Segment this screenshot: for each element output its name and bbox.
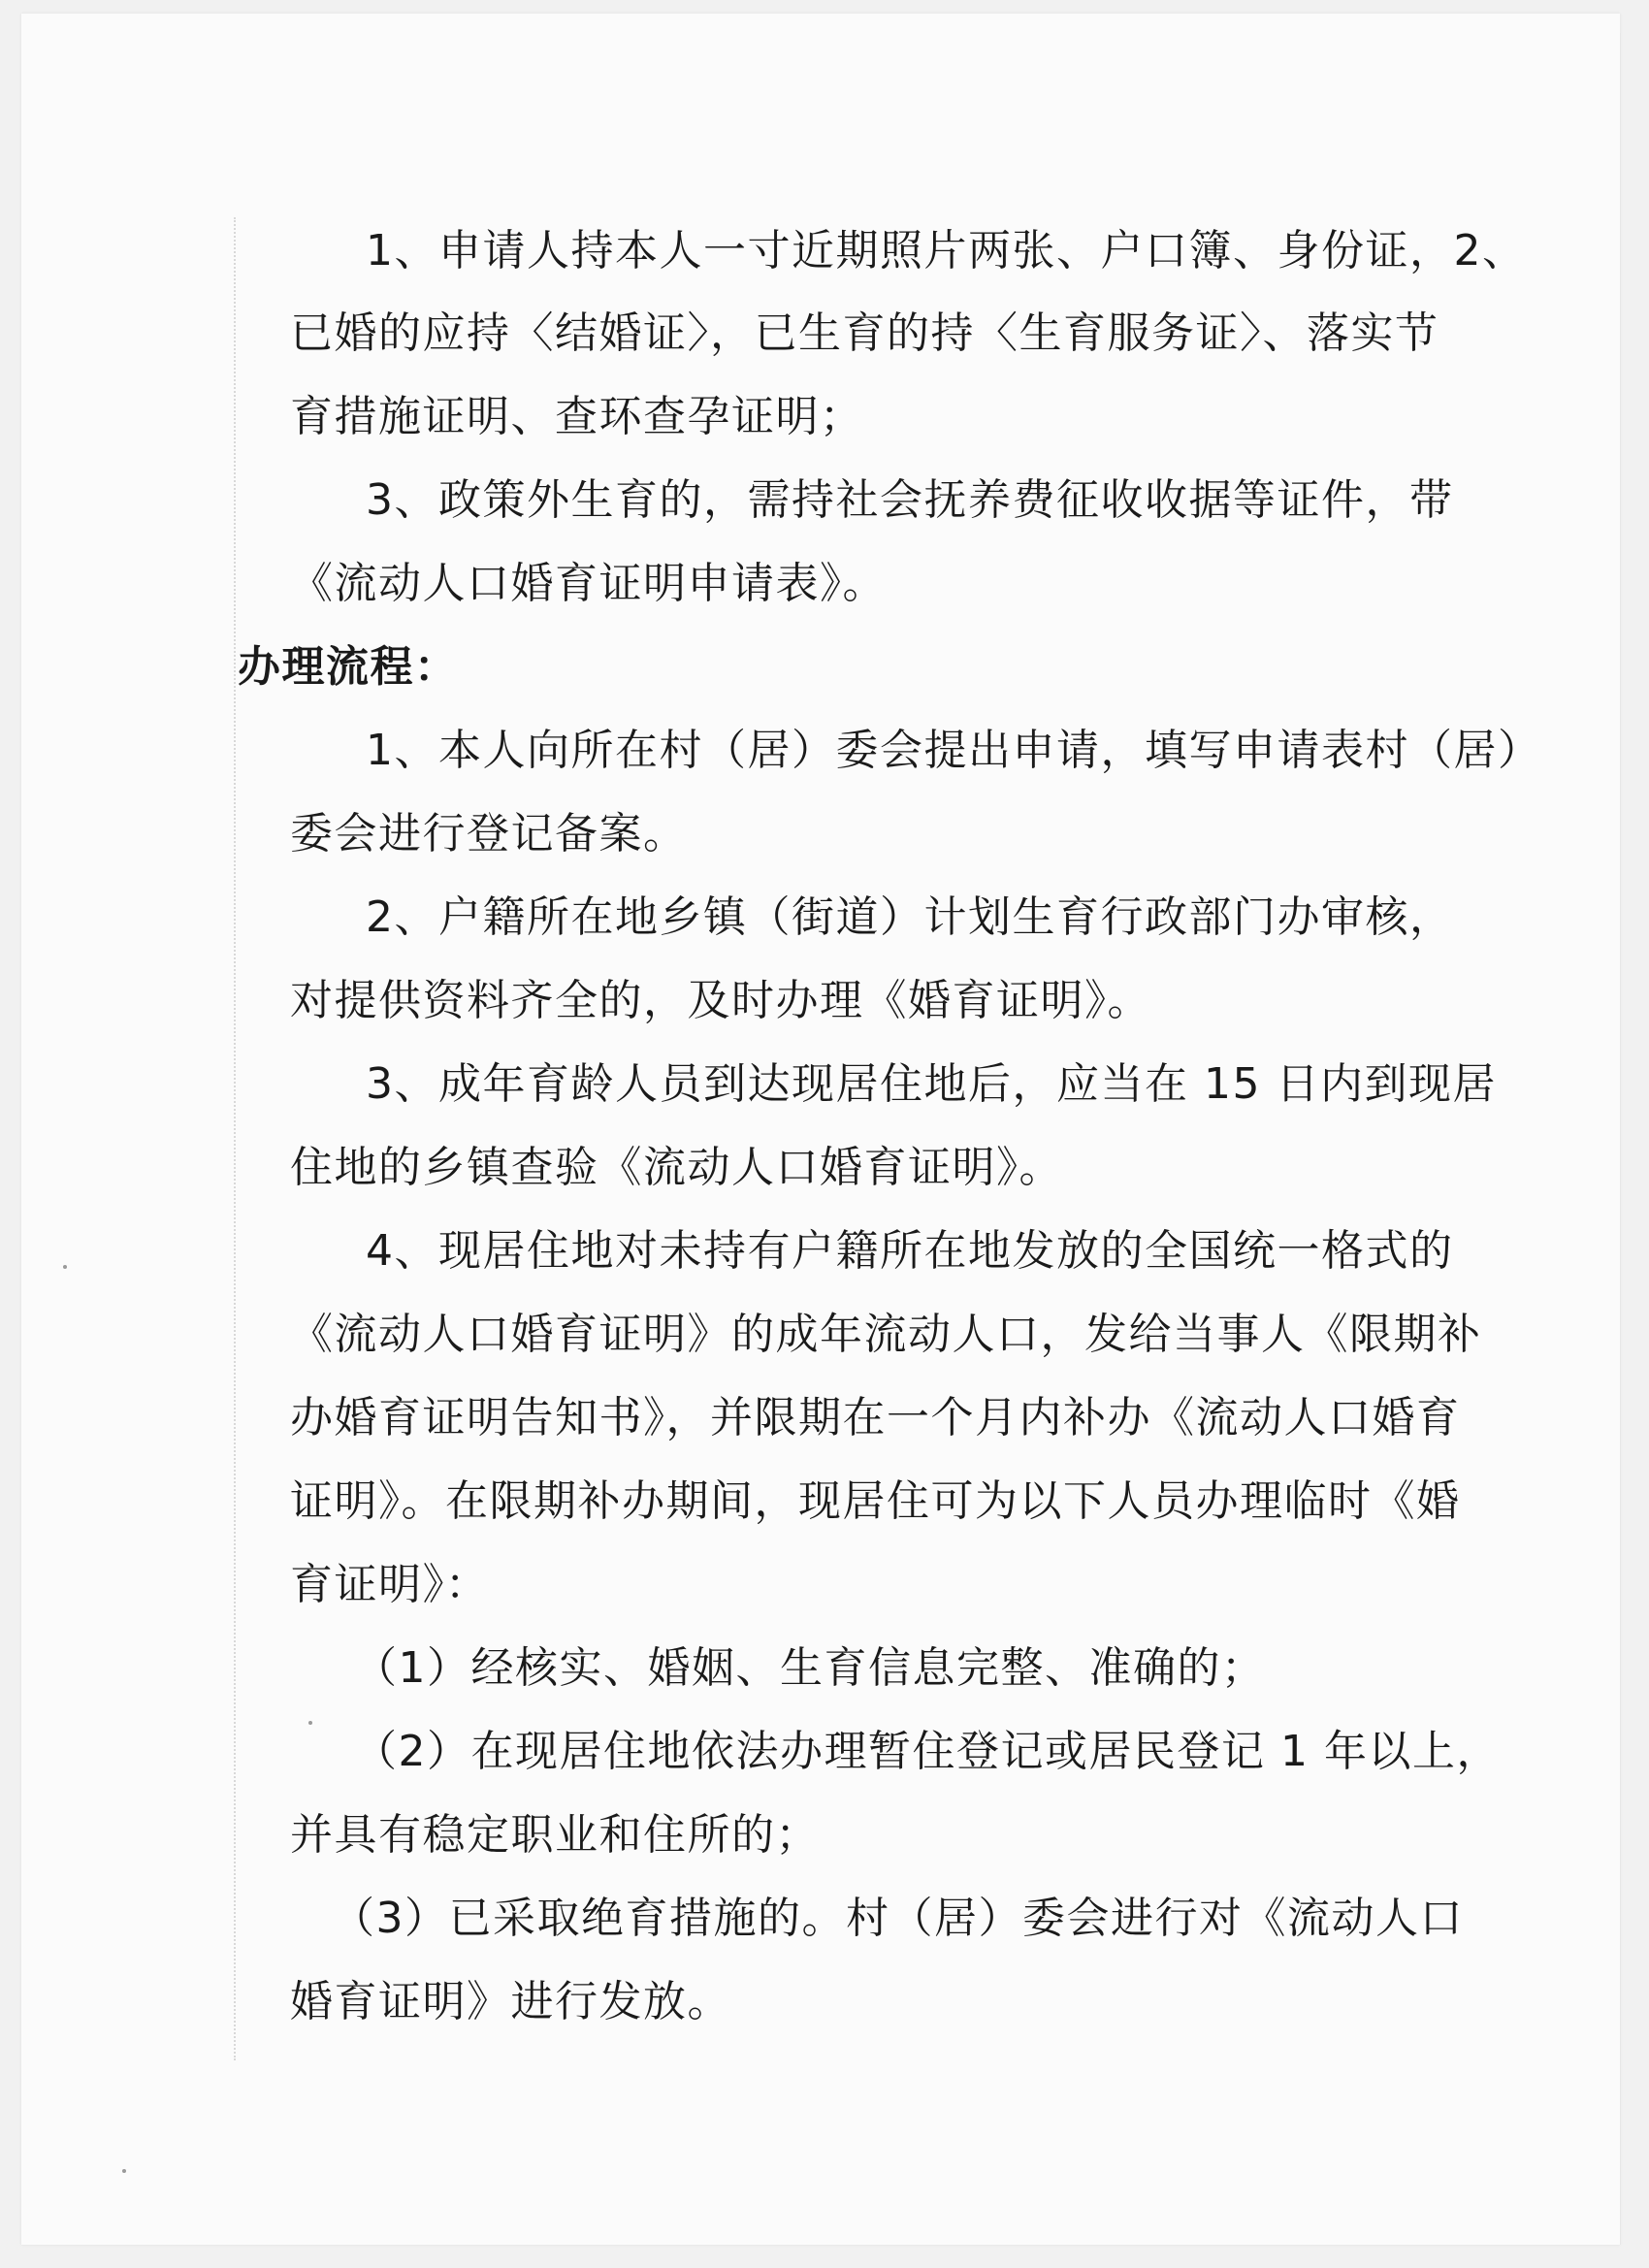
scan-edge-mark — [1620, 33, 1621, 2245]
scan-binding-mark — [234, 217, 236, 2060]
text-line: 3、政策外生育的，需持社会抚养费征收收据等证件，带 — [366, 475, 1454, 525]
scan-speck — [308, 1721, 312, 1725]
text-line: 育措施证明、查环查孕证明； — [290, 392, 864, 441]
text-line: 育证明》： — [290, 1560, 490, 1609]
text-line: 住地的乡镇查验《流动人口婚育证明》。 — [290, 1143, 1063, 1192]
text-line: 4、现居住地对未持有户籍所在地发放的全国统一格式的 — [366, 1226, 1454, 1276]
text-line: 并具有稳定职业和住所的； — [290, 1810, 820, 1860]
text-line: 《流动人口婚育证明申请表》。 — [290, 559, 887, 608]
text-line: （3）已采取绝育措施的。村（居）委会进行对《流动人口 — [332, 1894, 1464, 1943]
text-line: 1、申请人持本人一寸近期照片两张、户口簿、身份证，2、 — [366, 226, 1527, 275]
text-line: 《流动人口婚育证明》的成年流动人口，发给当事人《限期补 — [290, 1310, 1482, 1359]
text-line: 委会进行登记备案。 — [290, 809, 688, 859]
text-line: 3、成年育龄人员到达现居住地后，应当在 15 日内到现居 — [366, 1059, 1497, 1109]
text-line: （1）经核实、婚姻、生育信息完整、准确的； — [354, 1643, 1266, 1693]
text-line: （2）在现居住地依法办理暂住登记或居民登记 1 年以上， — [354, 1727, 1501, 1776]
text-line: 婚育证明》进行发放。 — [290, 1977, 731, 2026]
section-heading: 办理流程： — [238, 642, 459, 692]
text-line: 2、户籍所在地乡镇（街道）计划生育行政部门办审核， — [366, 892, 1454, 942]
text-line: 办婚育证明告知书》，并限期在一个月内补办《流动人口婚育 — [290, 1393, 1461, 1442]
text-line: 证明》。在限期补办期间，现居住可为以下人员办理临时《婚 — [290, 1476, 1461, 1526]
scan-speck — [122, 2169, 126, 2173]
scan-speck — [63, 1265, 67, 1269]
text-line: 已婚的应持〈结婚证〉，已生育的持〈生育服务证〉、落实节 — [290, 308, 1439, 358]
text-line: 1、本人向所在村（居）委会提出申请，填写申请表村（居） — [366, 726, 1542, 775]
text-line: 对提供资料齐全的，及时办理《婚育证明》。 — [290, 976, 1151, 1025]
